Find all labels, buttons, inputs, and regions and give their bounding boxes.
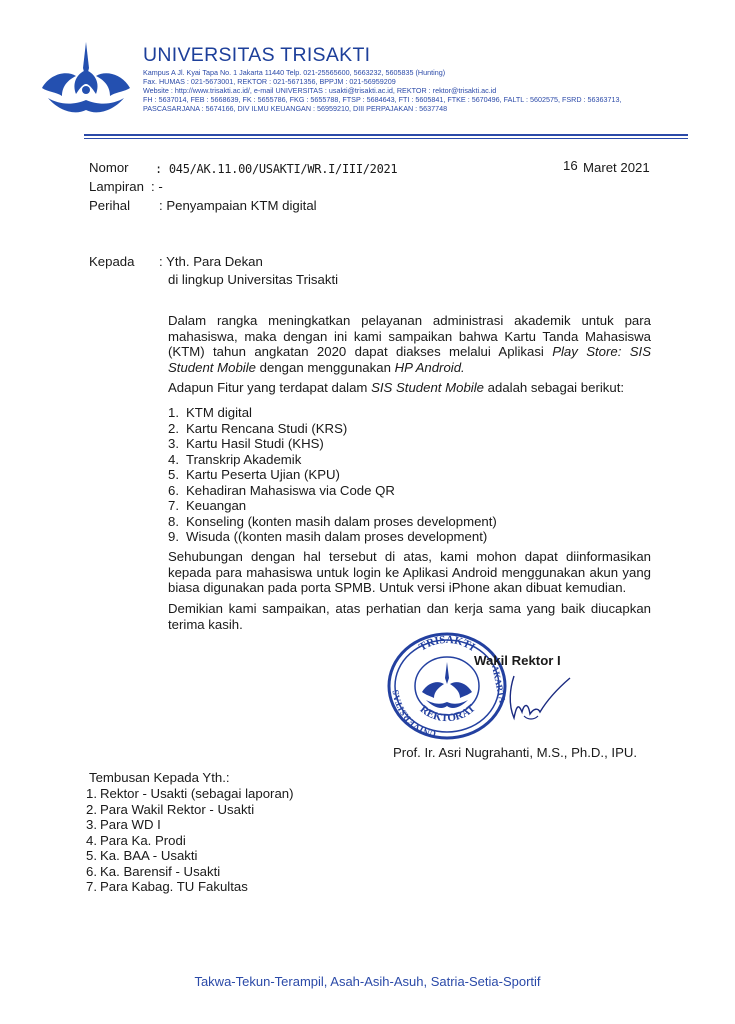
list-item: 6. Ka. Barensif - Usakti bbox=[86, 863, 221, 879]
address-line-2: Fax. HUMAS : 021-5673001, REKTOR : 021-5671356, BPPJM : 021-56959209 bbox=[143, 77, 396, 86]
address-line-1: Kampus A Jl. Kyai Tapa No. 1 Jakarta 11440 Telp. 021-25565600, 5663232, 5605835 (Hunting) bbox=[143, 68, 446, 77]
header-rule-thin bbox=[84, 138, 688, 139]
perihal-label: Perihal bbox=[89, 198, 131, 213]
list-item: 4. Para Ka. Prodi bbox=[86, 832, 186, 848]
nomor-label: Nomor bbox=[89, 160, 129, 175]
list-item: 1. KTM digital bbox=[168, 405, 252, 420]
list-item: 4. Transkrip Akademik bbox=[168, 451, 302, 467]
list-item: 1. Rektor - Usakti (sebagai laporan) bbox=[86, 786, 294, 801]
lampiran-value: : - bbox=[151, 179, 163, 194]
university-logo-icon bbox=[40, 40, 132, 120]
stamp-top-text: TRISAKTI bbox=[417, 633, 478, 654]
recipient-line-1: : Yth. Para Dekan bbox=[159, 254, 263, 269]
list-item: 9. Wisuda ((konten masih dalam proses development) bbox=[168, 529, 488, 544]
body-paragraph-3: Sehubungan dengan hal tersebut di atas, kami mohon dapat diinformasikan kepada para mahasiswa untuk login ke Aplikasi Android menggunakan akun yang biasa digunakan pada porta SPMB. Untuk versi iPhone akan dibuat kemudian. bbox=[168, 549, 651, 595]
stamp-left-text: UNIVERSITAS bbox=[390, 689, 438, 740]
university-name: UNIVERSITAS TRISAKTI bbox=[143, 44, 371, 66]
body-paragraph-1: Dalam rangka meningkatkan pelayanan administrasi akademik untuk para mahasiswa, maka dengan ini kami sampaikan bahwa Kartu Tanda Mahasiswa (KTM) tahun angkatan 2020 dapat diakses melalui Aplikasi Play Store: SIS Student Mobile dengan menggunakan HP Android. bbox=[168, 313, 651, 375]
kepada-label: Kepada bbox=[89, 254, 135, 269]
address-line-5: PASCASARJANA : 5674166, DIV ILMU KEUANGAN : 56959210, DIII PERPAJAKAN : 5637748 bbox=[143, 104, 448, 113]
recipient-line-2: di lingkup Universitas Trisakti bbox=[168, 272, 339, 287]
handwritten-signature-icon bbox=[484, 668, 574, 730]
lampiran-label: Lampiran bbox=[89, 179, 144, 194]
perihal-value: : Penyampaian KTM digital bbox=[159, 198, 317, 213]
nomor-value: : 045/AK.11.00/USAKTI/WR.I/III/2021 bbox=[155, 162, 398, 176]
footer-motto: Takwa-Tekun-Terampil, Asah-Asih-Asuh, Satria-Setia-Sportif bbox=[194, 974, 541, 989]
body-paragraph-4: Demikian kami sampaikan, atas perhatian dan kerja sama yang baik diucapkan terima kasih. bbox=[168, 601, 651, 632]
stamp-right-text: AKARTA bbox=[490, 664, 508, 704]
address-line-3: Website : http://www.trisakti.ac.id/, e-mail UNIVERSITAS : usakti@trisakti.ac.id, REKTOR : rektor@trisakti.ac.id bbox=[143, 86, 497, 95]
list-item: 2. Para Wakil Rektor - Usakti bbox=[86, 801, 255, 817]
header-rule-thick bbox=[84, 134, 688, 136]
list-item: 5. Ka. BAA - Usakti bbox=[86, 848, 198, 863]
cc-heading: Tembusan Kepada Yth.: bbox=[89, 770, 230, 785]
list-item: 3. Para WD I bbox=[86, 817, 161, 832]
date-month-year: Maret 2021 bbox=[583, 160, 650, 175]
list-item: 7. Keuangan bbox=[168, 498, 247, 513]
list-item: 7. Para Kabag. TU Fakultas bbox=[86, 879, 248, 894]
list-item: 6. Kehadiran Mahasiswa via Code QR bbox=[168, 482, 395, 498]
body-paragraph-2: Adapun Fitur yang terdapat dalam SIS Student Mobile adalah sebagai berikut: bbox=[168, 380, 625, 395]
signatory-title: Wakil Rektor I bbox=[474, 653, 561, 668]
address-line-4: FH : 5637014, FEB : 5668639, FK : 5655786, FKG : 5655788, FTSP : 5684643, FTI : 5605841, FTKE : 5670496, FALTL : 5602575, FSRD : 56363713, bbox=[143, 95, 622, 104]
feature-list bbox=[168, 405, 497, 545]
date-day: 16 bbox=[563, 158, 578, 173]
stamp-bottom-text: REKTORAT bbox=[417, 702, 478, 725]
list-item: 2. Kartu Rencana Studi (KRS) bbox=[168, 420, 348, 436]
cc-list bbox=[86, 786, 294, 895]
signatory-name: Prof. Ir. Asri Nugrahanti, M.S., Ph.D., IPU. bbox=[393, 745, 638, 760]
list-item: 8. Konseling (konten masih dalam proses development) bbox=[168, 513, 497, 529]
list-item: 5. Kartu Peserta Ujian (KPU) bbox=[168, 467, 340, 482]
list-item: 3. Kartu Hasil Studi (KHS) bbox=[168, 436, 324, 451]
